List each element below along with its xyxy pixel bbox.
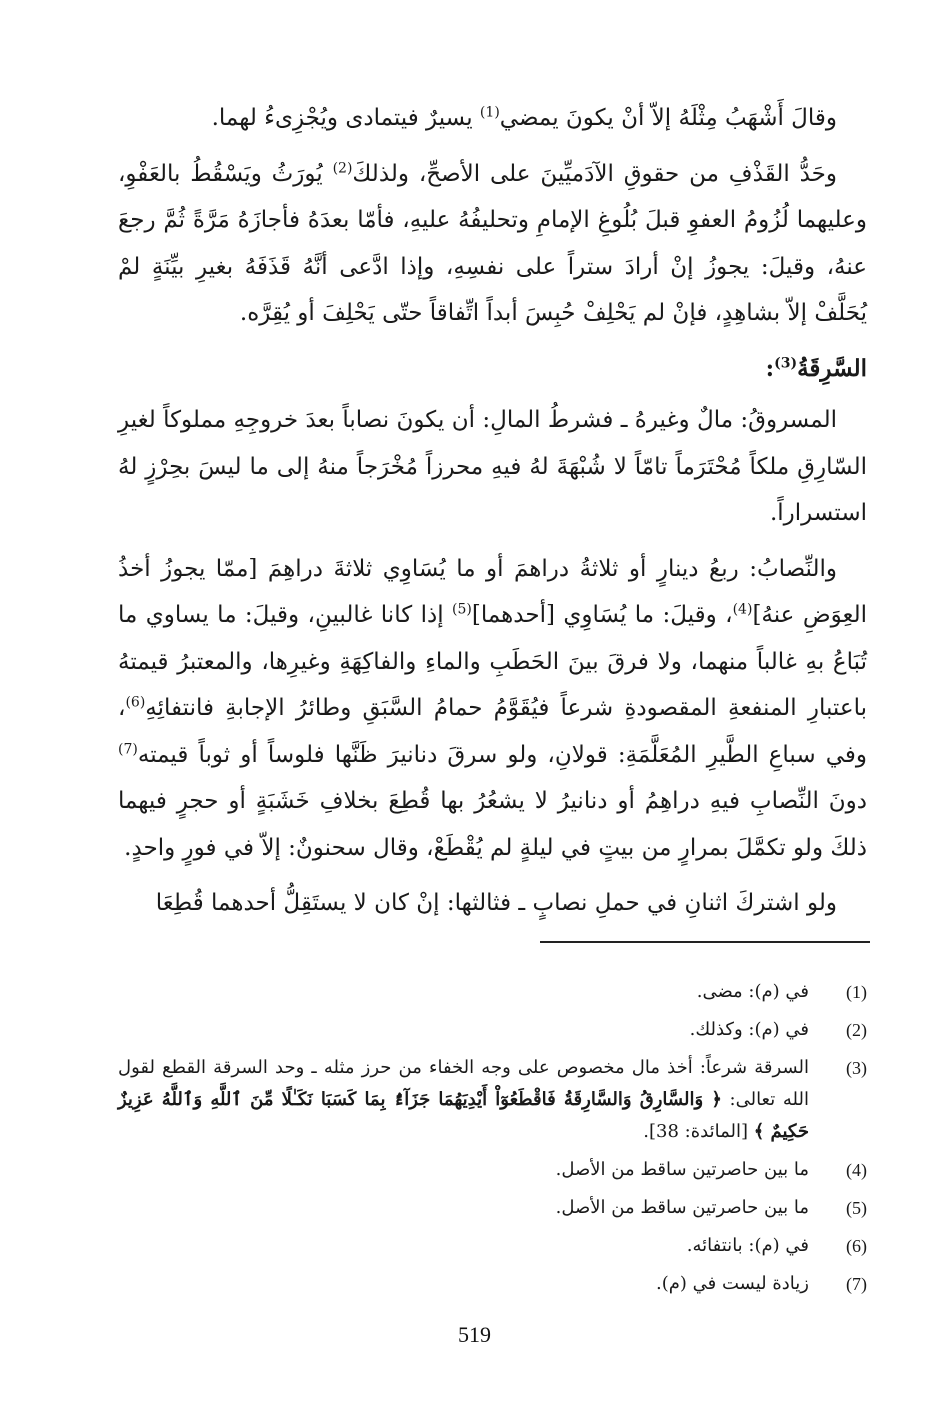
verse-citation: [المائدة: 38]. xyxy=(643,1121,754,1142)
page-number: 519 xyxy=(458,1322,491,1347)
footnote-text xyxy=(118,1052,809,1148)
paragraph-text: ، وفي سباعِ الطَّيرِ المُعَلَّمَةِ: قولانِ، ولو سرقَ دنانيرَ ظَنَّها فلوساً أو ثوباً قيمته xyxy=(118,695,867,768)
paragraph-text: وحَدُّ القَذْفِ من حقوقِ الآدَميِّينَ على الأصحِّ، ولذلكَ xyxy=(352,160,838,187)
footnote-6 xyxy=(118,1230,867,1262)
section-heading xyxy=(118,346,867,393)
footnote-number: (5) xyxy=(846,1198,867,1218)
footnote-number: (4) xyxy=(846,1160,867,1180)
paragraph-3 xyxy=(118,397,867,537)
footnote-text: زيادة ليست في (م). xyxy=(656,1273,809,1294)
paragraph-text: ، وقيلَ: ما يُسَاوِي [أحدهما] xyxy=(471,602,733,628)
heading-colon: : xyxy=(765,354,775,382)
footnote-7 xyxy=(118,1268,867,1300)
footnote-text: ما بين حاصرتين ساقط من الأصل. xyxy=(555,1197,809,1218)
footnote-text-main: السرقة شرعاً: أخذ مال مخصوص على وجه الخفاء من حرز مثله ـ وحد السرقة القطع لقول الله تعالى: xyxy=(118,1057,809,1110)
paragraph-text: إذا كانا غالبينِ، وقيلَ: ما يساوي ما تُبَاعُ بهِ غالباً منهما، ولا فرقَ بينَ الحَطَبِ والماءِ والفاكِهَةِ وغيرِها، والمعتبرُ قيمتهُ باعتبارِ المنفعةِ المقصودةِ شرعاً فيُقَوَّمُ حمامُ السَّبَقِ وطائرُ الإجابةِ فانتفائِهِ xyxy=(118,602,867,721)
quran-verse: ﴿ وَالسَّارِقُ وَالسَّارِقَةُ فَاقْطَعُوٓاْ أَيْدِيَهُمَا جَزَآءًۢ بِمَا كَسَبَا نَكَـٰلًا مِّنَ ٱللَّهِ وَٱللَّهُ عَزِيزٌ حَكِيمٌ ﴾ xyxy=(118,1089,809,1142)
paragraph-text: المسروقُ: مالٌ وغيرهُ ـ فشرطُ المالِ: أن يكونَ نصاباً بعدَ خروجِهِ مملوكاً لغيرِ السّارِقِ ملكاً مُحْتَرَماً تامّاً لا شُبْهَةَ لهُ فيهِ محرزاً مُخْرَجاً منهُ إلى ما ليسَ بحِرْزٍ لهُ استسراراً. xyxy=(118,407,867,526)
footnote-separator xyxy=(540,941,870,943)
footnote-5 xyxy=(118,1192,867,1224)
paragraph-1 xyxy=(118,95,867,142)
footnote-ref-3[interactable]: (3) xyxy=(774,354,798,371)
footnote-4 xyxy=(118,1154,867,1186)
footnote-number: (1) xyxy=(846,982,867,1002)
footnote-number: (6) xyxy=(846,1236,867,1256)
footnote-ref-1[interactable]: (1) xyxy=(479,104,500,121)
footnote-number: (7) xyxy=(846,1274,867,1294)
heading-title: السَّرِقَةُ xyxy=(797,354,867,382)
paragraph-text: وقالَ أَشْهَبُ مِثْلَهُ إلاّ أنْ يكونَ يمضي xyxy=(499,105,837,131)
paragraph-text: يُورَثُ ويَسْقُطُ بالعَفْوِ، وعليهما لُزُومُ العفوِ قبلَ بُلُوغِ الإمامِ وتحليفُهُ عليهِ، فأمّا بعدَهُ فأجازَهُ مَرَّةً ثُمَّ رجعَ عنهُ، وقيلَ: يجوزُ إنْ أرادَ ستراً على نفسِهِ، وإذا ادَّعى أنَّهُ قَذَفَهُ بغيرِ بيِّنَةٍ لمْ يُحَلَّفْ إلاّ بشاهِدٍ، فإنْ لم يَحْلِفْ حُبِسَ أبداً اتِّفاقاً حتّى يَحْلِفَ أو يُقِرَّه. xyxy=(118,160,867,326)
paragraph-4 xyxy=(118,546,867,872)
paragraph-5 xyxy=(118,880,867,927)
footnote-text: في (م): بانتفائه. xyxy=(686,1235,809,1256)
footnote-2 xyxy=(118,1014,867,1046)
paragraph-text: يسيرٌ فيتمادى ويُجْزِىءُ لهما. xyxy=(211,105,480,131)
footnote-text: في (م): مضى. xyxy=(696,981,809,1002)
footnote-ref-6[interactable]: (6) xyxy=(125,694,146,711)
main-text xyxy=(118,95,867,936)
footnotes xyxy=(118,976,867,1306)
paragraph-text: دونَ النِّصابِ فيهِ دراهِمُ أو دنانيرُ لا يشعُرُ بها قُطِعَ بخلافِ خَشَبَةٍ أو حجرٍ فيهما ذلكَ ولو تكمَّلَ بمرارٍ من بيتٍ في ليلةٍ لم يُقْطَعْ، وقال سحنونٌ: إلاّ في فورٍ واحدٍ. xyxy=(118,788,867,861)
paragraph-text: ولو اشتركَ اثنانِ في حملِ نصابٍ ـ فثالثها: إنْ كان لا يستَقِلُّ أحدهما قُطِعَا xyxy=(155,890,837,916)
footnote-ref-2[interactable]: (2) xyxy=(332,159,353,176)
footnote-1 xyxy=(118,976,867,1008)
paragraph-2 xyxy=(118,151,867,337)
footnote-ref-5[interactable]: (5) xyxy=(452,601,472,618)
footnote-3 xyxy=(118,1052,867,1148)
footnote-text: ما بين حاصرتين ساقط من الأصل. xyxy=(555,1159,809,1180)
footnote-ref-4[interactable]: (4) xyxy=(732,601,753,618)
footnote-text: في (م): وكذلك. xyxy=(689,1019,809,1040)
footnote-number: (2) xyxy=(846,1020,867,1040)
footnote-ref-7[interactable]: (7) xyxy=(118,740,138,757)
footnote-number: (3) xyxy=(846,1058,867,1078)
paragraph-text: والنِّصابُ: ربعُ دينارٍ أو ثلاثةُ دراهمَ أو ما يُسَاوِي ثلاثةَ دراهِمَ [ممّا يجوزُ أخذُ العِوَضِ عنهُ] xyxy=(118,555,867,628)
